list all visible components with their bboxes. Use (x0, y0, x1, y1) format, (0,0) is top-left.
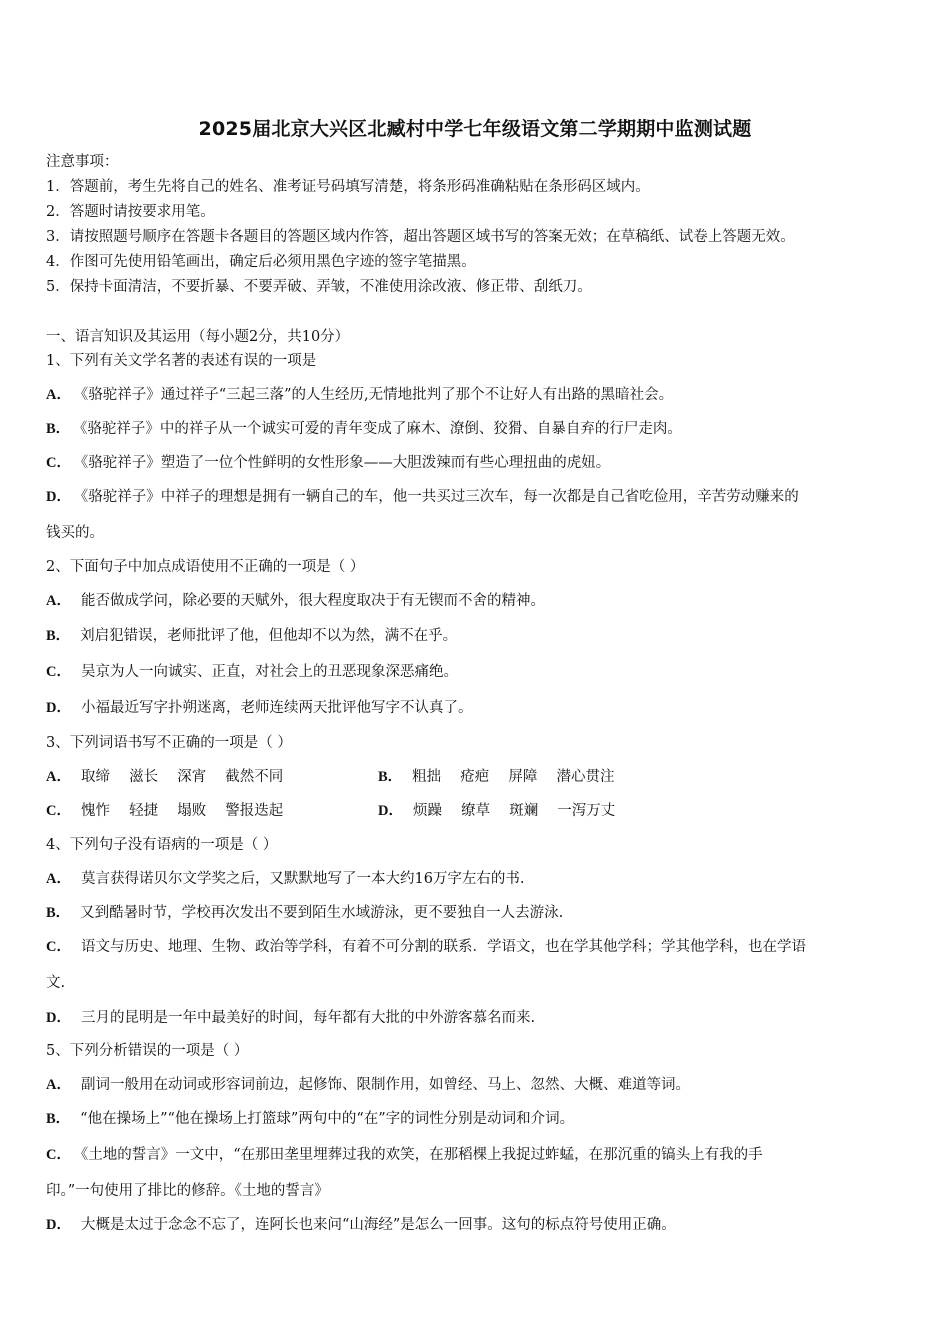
option-text: 副词一般用在动词或形容词前边，起修饰、限制作用，如曾经、马上、忽然、大概、难道等词。 (80, 1077, 690, 1093)
q3-option-c (46, 804, 283, 819)
option-letter: D． (46, 1217, 71, 1233)
option-letter: A． (46, 387, 71, 403)
q5-option-d (46, 1218, 676, 1233)
option-text: 取缔 滋长 深宵 截然不同 (80, 769, 284, 785)
option-letter: B． (46, 905, 71, 921)
section-header: 一、语言知识及其运用（每小题2分，共10分） (46, 329, 350, 345)
q4-option-c-cont: 文. (46, 975, 66, 991)
q1-stem: 1、下列有关文学名著的表述有误的一项是 (46, 353, 317, 369)
option-letter: C． (46, 664, 71, 680)
option-text: 《土地的誓言》一文中，“在那田垄里埋葬过我的欢笑，在那稻棵上我捉过蚱蜢，在那沉重的镐头上有我的手 (80, 1147, 763, 1163)
q5-option-b (46, 1112, 574, 1127)
q4-option-c (46, 940, 806, 955)
option-text: 《骆驼祥子》通过祥子“三起三落”的人生经历,无情地批判了那个不让好人有出路的黑暗社会。 (80, 387, 674, 403)
option-letter: D． (46, 489, 71, 505)
option-letter: D． (378, 803, 403, 819)
option-letter: D． (46, 700, 71, 716)
option-letter: A． (46, 1077, 71, 1093)
option-text: 语文与历史、地理、生物、政治等学科，有着不可分割的联系．学语文，也在学其他学科；学其他学科，也在学语 (80, 939, 806, 955)
option-text: 《骆驼祥子》塑造了一位个性鲜明的女性形象——大胆泼辣而有些心理扭曲的虎妞。 (80, 455, 611, 471)
q1-option-c (46, 456, 610, 471)
q5-stem: 5、下列分析错误的一项是（ ） (46, 1043, 249, 1059)
option-text: 莫言获得诺贝尔文学奖之后，又默默地写了一本大约16万字左右的书. (80, 871, 525, 887)
option-letter: D． (46, 1010, 71, 1026)
option-letter: C． (46, 1147, 71, 1163)
q3-option-b (378, 770, 615, 785)
q1-option-d (46, 490, 799, 505)
notice-item-3: 3．请按照题号顺序在答题卡各题目的答题区域内作答，超出答题区域书写的答案无效；在草稿纸、试卷上答题无效。 (46, 229, 795, 245)
q4-stem: 4、下列句子没有语病的一项是（ ） (46, 837, 278, 853)
q5-option-a (46, 1078, 690, 1093)
q5-option-c (46, 1148, 763, 1163)
option-text: 吴京为人一向诚实、正直，对社会上的丑恶现象深恶痛绝。 (80, 664, 458, 680)
q2-option-b (46, 629, 457, 644)
notice-item-2: 2．答题时请按要求用笔。 (46, 204, 215, 220)
q2-stem: 2、下面句子中加点成语使用不正确的一项是（ ） (46, 559, 365, 575)
option-text: 《骆驼祥子》中的祥子从一个诚实可爱的青年变成了麻木、潦倒、狡猾、自暴自弃的行尸走肉。 (80, 421, 682, 437)
option-text: 又到酷暑时节，学校再次发出不要到陌生水域游泳，更不要独自一人去游泳. (80, 905, 564, 921)
q2-option-d (46, 701, 472, 716)
q4-option-b (46, 906, 563, 921)
q2-option-c (46, 665, 458, 680)
option-letter: B． (378, 769, 403, 785)
option-text: 烦躁 缭草 斑斓 一泻万丈 (412, 803, 616, 819)
page-title: 2025届北京大兴区北臧村中学七年级语文第二学期期中监测试题 (198, 118, 752, 140)
q3-option-a (46, 770, 283, 785)
option-letter: C． (46, 455, 71, 471)
option-text: 小福最近写字扑朔迷离，老师连续两天批评他写字不认真了。 (80, 700, 473, 716)
option-letter: A． (46, 769, 71, 785)
option-letter: C． (46, 939, 71, 955)
option-text: “他在操场上”“他在操场上打篮球”两句中的“在”字的词性分别是动词和介词。 (80, 1111, 575, 1127)
option-letter: C． (46, 803, 71, 819)
option-letter: A． (46, 871, 71, 887)
option-letter: B． (46, 1111, 71, 1127)
option-letter: A． (46, 593, 71, 609)
option-text: 大概是太过于念念不忘了，连阿长也来问“山海经”是怎么一回事。这句的标点符号使用正确。 (80, 1217, 676, 1233)
option-text: 三月的昆明是一年中最美好的时间，每年都有大批的中外游客慕名而来. (80, 1010, 536, 1026)
q1-option-a (46, 388, 673, 403)
notice-header: 注意事项： (46, 154, 119, 170)
q2-option-a (46, 594, 545, 609)
notice-item-1: 1．答题前，考生先将自己的姓名、准考证号码填写清楚，将条形码准确粘贴在条形码区域内。 (46, 179, 650, 195)
q3-option-d (378, 804, 615, 819)
q4-option-a (46, 872, 525, 887)
q3-stem: 3、下列词语书写不正确的一项是（ ） (46, 735, 292, 751)
notice-item-5: 5．保持卡面清洁，不要折暴、不要弄破、弄皱，不准使用涂改液、修正带、刮纸刀。 (46, 279, 592, 295)
option-letter: B． (46, 628, 71, 644)
option-text: 粗拙 疮疤 屏障 潜心贯注 (412, 769, 615, 785)
q5-option-c-cont: 印。”一句使用了排比的修辞。《土地的誓言》 (46, 1183, 329, 1199)
q1-option-d-cont: 钱买的。 (46, 525, 104, 541)
option-text: 《骆驼祥子》中祥子的理想是拥有一辆自己的车，他一共买过三次车，每一次都是自己省吃俭用，辛苦劳动赚来的 (80, 489, 799, 505)
q4-option-d (46, 1011, 535, 1026)
option-text: 能否做成学问，除必要的天赋外，很大程度取决于有无锲而不舍的精神。 (80, 593, 545, 609)
option-letter: B． (46, 421, 71, 437)
option-text: 愧怍 轻捷 塌败 警报迭起 (80, 803, 284, 819)
q1-option-b (46, 422, 682, 437)
notice-item-4: 4．作图可先使用铅笔画出，确定后必须用黑色字迹的签字笔描黑。 (46, 254, 476, 270)
option-text: 刘启犯错误，老师批评了他，但他却不以为然，满不在乎。 (80, 628, 458, 644)
